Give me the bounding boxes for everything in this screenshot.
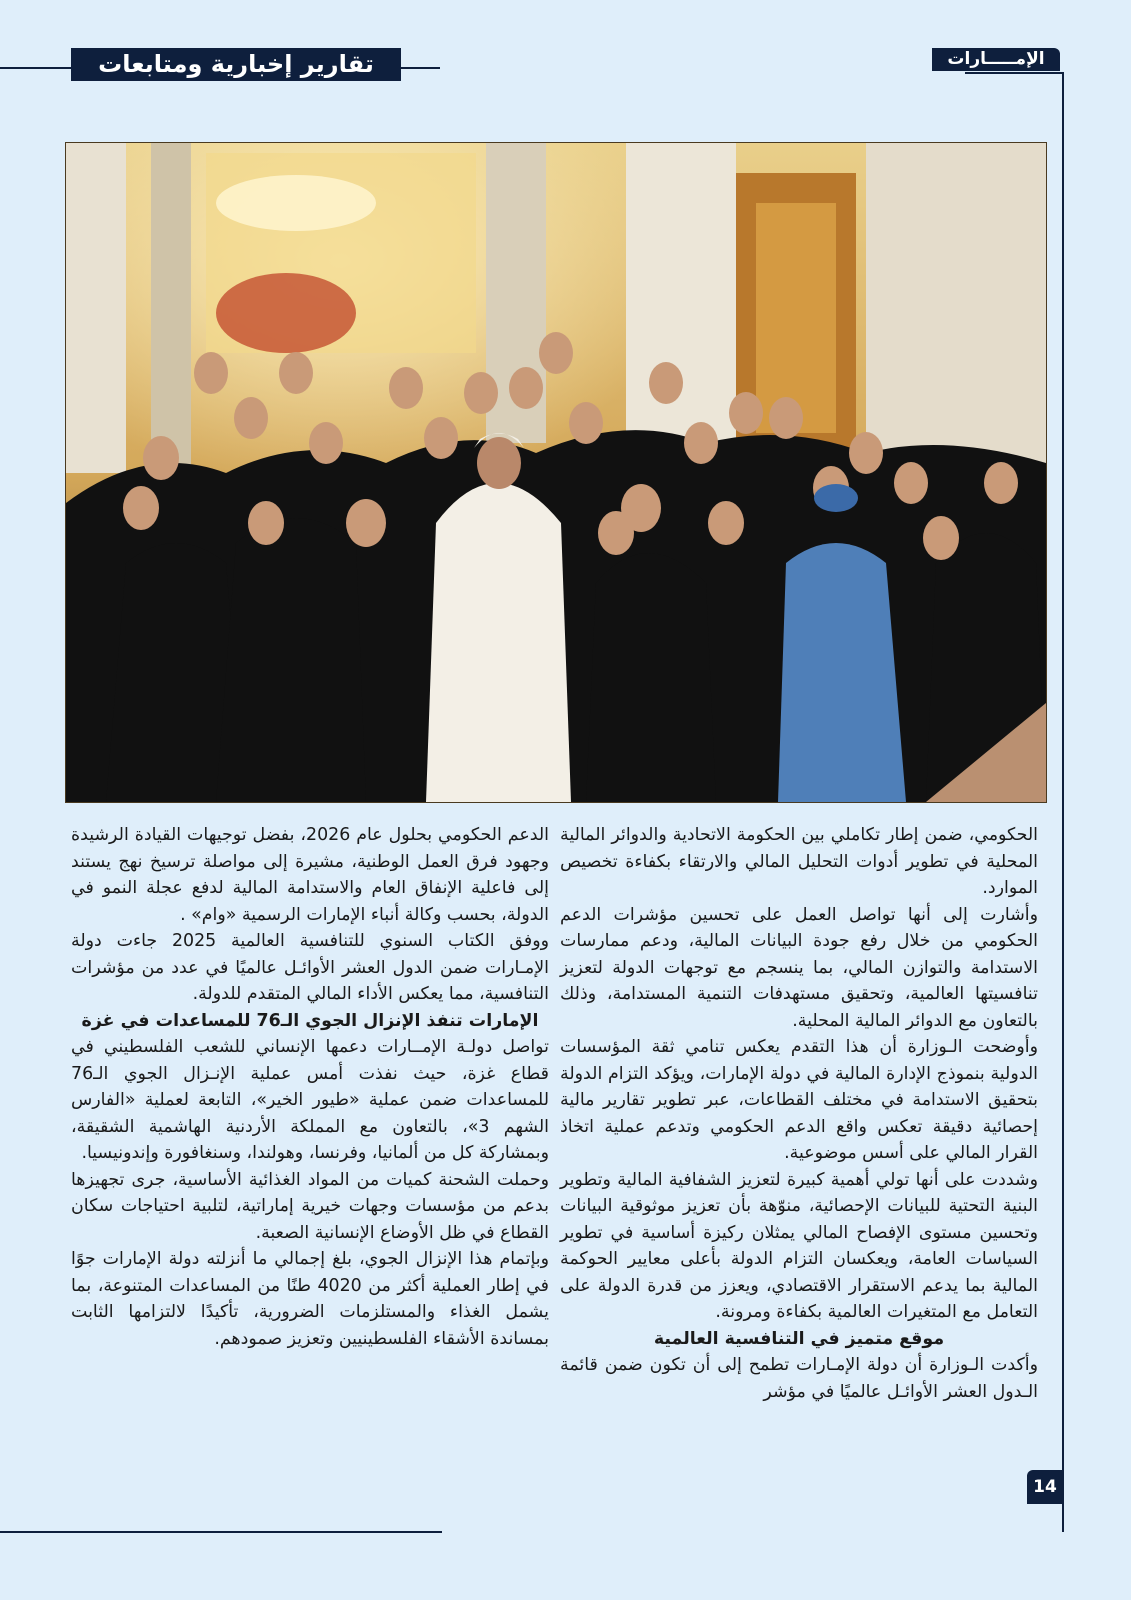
paragraph: تواصل دولـة الإمــارات دعمها الإنساني للشعب الفلسطيني في قطاع غزة، حيث نفذت أمس عملية الإنـزال الجوي الـ76 للمساعدات ضمن عملية «طيور الخير»، التابعة لعملية «الفارس الشهم 3»، بالتعاون مع المملكة الأردنية الهاشمية الشقيقة، وبمشاركة كل من ألمانيا، وفرنسا، وهولندا، وسنغافورة وإندونيسيا. [71, 1037, 550, 1163]
paragraph: وبإتمام هذا الإنزال الجوي، بلغ إجمالي ما أنزلته دولة الإمارات جوًا في إطار العملية أكثر من 4020 طنًا من المساعدات المتنوعة، بما يشمل الغذاء والمستلزمات الضرورية، تأكيدًا لالتزامها الثابت بمساندة الأشقاء الفلسطينيين وتعزيز صمودهم. [71, 1249, 549, 1349]
group-photo [65, 142, 1047, 803]
article-column-left [71, 822, 549, 1352]
paragraph: وحملت الشحنة كميات من المواد الغذائية الأساسية، جرى تجهيزها بدعم من مؤسسات وجهات خيرية إماراتية، لتلبية احتياجات سكان القطاع في ظل الأوضاع الإنسانية الصعبة. [71, 1169, 549, 1243]
section-tab: الإمـــــارات [932, 48, 1060, 71]
footer-rule [0, 1531, 442, 1533]
subheading-gaza-airdrop: الإمارات تنفذ الإنزال الجوي الـ76 للمساعدات في غزة [81, 1010, 539, 1031]
paragraph: وشددت على أنها تولي أهمية كبيرة لتعزيز الشفافية المالية وتطوير البنية التحتية للبيانات الإحصائية، منوّهة بأن تعزيز موثوقية البيانات وتحسين مستوى الإفصاح المالي يمثلان ركيزة أساسية في تطوير السياسات العامة، ويعكسان التزام الدولة بأعلى معايير الحوكمة المالية بما يدعم الاستقرار الاقتصادي، ويعزز من قدرة الدولة على التعامل مع المتغيرات العالمية بكفاءة ومرونة. [560, 1169, 1038, 1322]
header-rule-right [965, 72, 1063, 74]
report-banner: تقارير إخبارية ومتابعات [71, 48, 401, 81]
paragraph: وأشارت إلى أنها تواصل العمل على تحسين مؤشرات الدعم الحكومي من خلال رفع جودة البيانات المالية، ودعم ممارسات الاستدامة والتوازن المالي، بما ينسجم مع توجهات الدولة لتعزيز تنافسيتها العالمية، وتحقيق مستهدفات التنمية المستدامة، وذلك بالتعاون مع الدوائر المالية المحلية. [560, 904, 1038, 1031]
paragraph: الحكومي، ضمن إطار تكاملي بين الحكومة الاتحادية والدوائر المالية المحلية في تطوير أدوات التحليل المالي والارتقاء بكفاءة تخصيص الموارد. [560, 825, 1038, 898]
paragraph: ووفق الكتاب السنوي للتنافسية العالمية 2025 جاءت دولة الإمـارات ضمن الدول العشر الأوائـل عالميًا في عدد من مؤشرات التنافسية، مما يعكس الأداء المالي المتقدم للدولة. [71, 931, 549, 1004]
paragraph: وأكدت الـوزارة أن دولة الإمـارات تطمح إلى أن تكون ضمن قائمة الـدول العشر الأوائـل عالميًا في مؤشر [560, 1355, 1038, 1402]
paragraph: الدعم الحكومي بحلول عام 2026، بفضل توجيهات القيادة الرشيدة وجهود فرق العمل الوطنية، مشيرة إلى مواصلة ترسيخ نهج يستند إلى فاعلية الإنفاق العام والاستدامة المالية لدفع عجلة النمو في الدولة، بحسب وكالة أنباء الإمارات الرسمية «وام» . [71, 825, 549, 925]
article-column-right [560, 822, 1038, 1405]
page-number: 14 [1027, 1470, 1063, 1504]
group-photo-illustration [66, 143, 1046, 802]
subheading-global-competitiveness: موقع متميز في التنافسية العالمية [653, 1328, 945, 1349]
paragraph: وأوضحت الـوزارة أن هذا التقدم يعكس تنامي ثقة المؤسسات الدولية بنموذج الإدارة المالية في دولة الإمارات، ويؤكد التزام الدولة بتحقيق الاستدامة في مختلف القطاعات، عبر تطوير تقارير مالية إحصائية دقيقة تعكس واقع الدعم الحكومي وتدعم عملية اتخاذ القرار المالي على أسس موضوعية. [560, 1037, 1038, 1163]
side-rule [1062, 72, 1064, 1532]
